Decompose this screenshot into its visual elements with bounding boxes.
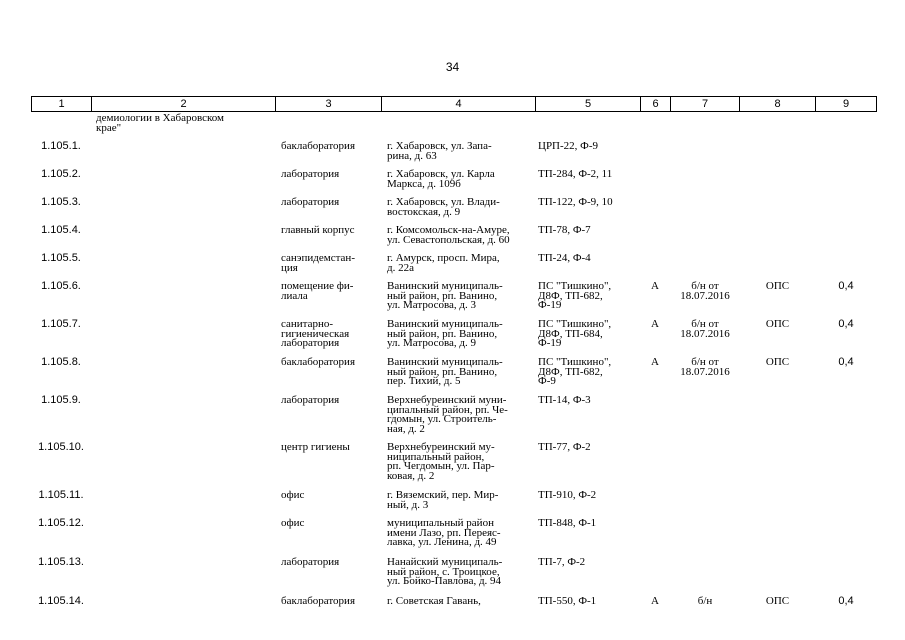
power-source: ТП-550, Ф-1 — [538, 595, 597, 607]
voltage-value: 0,4 — [838, 318, 854, 330]
object-type: офис — [281, 517, 305, 529]
row-number: 1.105.7. — [41, 318, 81, 330]
object-type: лаборатория — [281, 556, 340, 568]
column-header-4: 4 — [382, 97, 536, 111]
system-type: ОПС — [765, 318, 790, 330]
page-number: 34 — [445, 60, 460, 74]
row-number: 1.105.10. — [38, 441, 84, 453]
voltage-value: 0,4 — [838, 356, 854, 368]
voltage-value: 0,4 — [838, 595, 854, 607]
power-source: ТП-848, Ф-1 — [538, 517, 597, 529]
row-number: 1.105.14. — [38, 595, 84, 607]
system-type: ОПС — [765, 595, 790, 607]
object-address: г. Хабаровск, ул. Запа- рина, д. 63 — [387, 140, 492, 162]
column-header-9: 9 — [842, 98, 850, 110]
object-address: Верхнебуреинский му- ниципальный район, рп. Чегдомын, ул. Пар- ковая, д. 2 — [387, 441, 495, 482]
document-ref: б/н от 18.07.2016 — [680, 356, 730, 378]
object-type: санэпидемстан- ция — [281, 252, 355, 274]
power-source: ПС "Тишкино", Д8Ф, ТП-682, Ф-19 — [538, 280, 612, 311]
object-address: Нанайский муниципаль- ный район, с. Троицкое, ул. Бойко-Павлова, д. 94 — [387, 556, 503, 587]
object-address: г. Хабаровск, ул. Карла Маркса, д. 109б — [387, 168, 495, 190]
reliability-category: А — [651, 356, 659, 368]
object-type: помещение фи- лиала — [281, 280, 354, 302]
document-ref: б/н — [697, 595, 713, 607]
system-type: ОПС — [765, 356, 790, 368]
object-type: баклаборатория — [281, 356, 355, 368]
table-header — [31, 96, 877, 112]
object-address: г. Комсомольск-на-Амуре, ул. Севастопольская, д. 60 — [387, 224, 510, 246]
object-address: г. Хабаровск, ул. Влади- востокская, д. 9 — [387, 196, 500, 218]
power-source: ТП-14, Ф-3 — [538, 394, 591, 406]
object-type: главный корпус — [281, 224, 355, 236]
row-number: 1.105.1. — [41, 140, 81, 152]
object-address: г. Вяземский, пер. Мир- ный, д. 3 — [387, 489, 499, 511]
object-type: баклаборатория — [281, 595, 355, 607]
row-number: 1.105.11. — [38, 489, 84, 501]
power-source: ПС "Тишкино", Д8Ф, ТП-684, Ф-19 — [538, 318, 612, 349]
column-header-1: 1 — [32, 97, 92, 111]
power-source: ЦРП-22, Ф-9 — [538, 140, 599, 152]
document-ref: б/н от 18.07.2016 — [680, 318, 730, 340]
row-number: 1.105.13. — [38, 556, 84, 568]
reliability-category: А — [651, 318, 659, 330]
power-source: ПС "Тишкино", Д8Ф, ТП-682, Ф-9 — [538, 356, 612, 387]
column-header-3: 3 — [276, 97, 382, 111]
object-type: лаборатория — [281, 168, 340, 180]
column-header-2: 2 — [92, 97, 276, 111]
object-address: Ванинский муниципаль- ный район, рп. Ванино, ул. Матросова, д. 9 — [387, 318, 503, 349]
object-type: лаборатория — [281, 394, 340, 406]
reliability-category: А — [651, 280, 659, 292]
row-number: 1.105.4. — [41, 224, 81, 236]
power-source: ТП-7, Ф-2 — [538, 556, 586, 568]
power-source: ТП-122, Ф-9, 10 — [538, 196, 613, 208]
object-type: баклаборатория — [281, 140, 355, 152]
reliability-category: А — [651, 595, 659, 607]
column-header-8: 8 — [740, 97, 816, 111]
object-type: офис — [281, 489, 305, 501]
object-type: лаборатория — [281, 196, 340, 208]
power-source: ТП-910, Ф-2 — [538, 489, 597, 501]
object-type: центр гигиены — [281, 441, 350, 453]
voltage-value: 0,4 — [838, 280, 854, 292]
row-number: 1.105.12. — [38, 517, 84, 529]
object-address: г. Амурск, просп. Мира, д. 22а — [387, 252, 500, 274]
document-ref: б/н от 18.07.2016 — [680, 280, 730, 302]
system-type: ОПС — [765, 280, 790, 292]
row-number: 1.105.8. — [41, 356, 81, 368]
row-number: 1.105.6. — [41, 280, 81, 292]
column-header-6: 6 — [641, 97, 671, 111]
object-address: Ванинский муниципаль- ный район, рп. Ванино, ул. Матросова, д. 3 — [387, 280, 503, 311]
power-source: ТП-78, Ф-7 — [538, 224, 591, 236]
column-header-7: 7 — [671, 97, 740, 111]
continued-org-name: демиологии в Хабаровском крае" — [96, 112, 225, 134]
column-header-5: 5 — [536, 97, 641, 111]
row-number: 1.105.9. — [41, 394, 81, 406]
object-address: муниципальный район имени Лазо, рп. Переяс- лавка, ул. Ленина, д. 49 — [387, 517, 501, 548]
power-source: ТП-77, Ф-2 — [538, 441, 591, 453]
row-number: 1.105.5. — [41, 252, 81, 264]
row-number: 1.105.3. — [41, 196, 81, 208]
object-address: Верхнебуреинский муни- ципальный район, рп. Че- гдомын, ул. Строитель- ная, д. 2 — [387, 394, 508, 435]
object-type: санитарно- гигиеническая лаборатория — [281, 318, 350, 349]
object-address: г. Советская Гавань, — [387, 595, 481, 607]
row-number: 1.105.2. — [41, 168, 81, 180]
power-source: ТП-284, Ф-2, 11 — [538, 168, 613, 180]
power-source: ТП-24, Ф-4 — [538, 252, 591, 264]
object-address: Ванинский муниципаль- ный район, рп. Ванино, пер. Тихий, д. 5 — [387, 356, 503, 387]
